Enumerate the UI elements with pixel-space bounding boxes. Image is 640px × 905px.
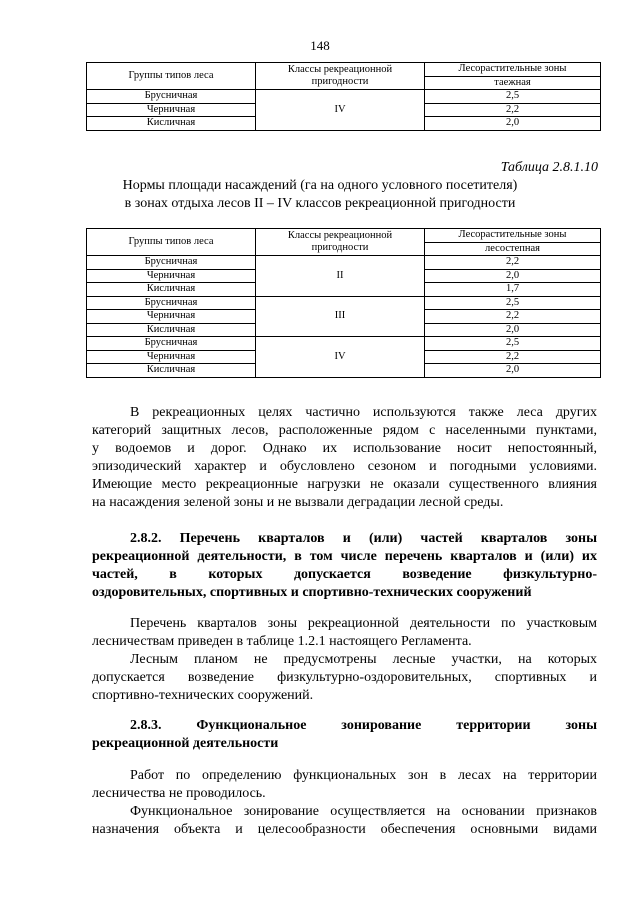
header-zone: таежная [425, 76, 601, 90]
text-line: назначения объекта и целесообразности обеспечения основными видами [92, 822, 597, 837]
header-group: Группы типов леса [87, 63, 256, 90]
cell-group: Брусничная [87, 256, 256, 270]
heading-line: 2.8.2. Перечень кварталов и (или) частей кварталов зоны [130, 531, 597, 546]
table-title [0, 177, 640, 213]
cell-value: 2,0 [425, 323, 601, 337]
cell-value: 2,2 [425, 103, 601, 117]
table-title-line: в зонах отдыха лесов II – IV классов рекреационной пригодности [124, 196, 516, 211]
cell-class: IV [256, 337, 425, 378]
paragraph-functional-zones [92, 767, 597, 803]
text-line: категорий защитных лесов, расположенные рядом с населенными пунктами, [92, 423, 597, 438]
cell-group: Брусничная [87, 90, 256, 104]
cell-group: Черничная [87, 350, 256, 364]
table-caption: Таблица 2.8.1.10 [500, 160, 598, 175]
text-line: Функциональное зонирование осуществляется на основании признаков [130, 804, 597, 819]
cell-value: 1,7 [425, 283, 601, 297]
cell-value: 2,0 [425, 364, 601, 378]
cell-value: 2,2 [425, 310, 601, 324]
text-line: В рекреационных целях частично используются также леса других [130, 405, 597, 420]
heading-line: рекреационной деятельности [92, 736, 279, 751]
cell-group: Черничная [87, 310, 256, 324]
header-class: Классы рекреационной пригодности [256, 229, 425, 256]
paragraph-quarters-list [92, 615, 597, 651]
header-zones: Лесорастительные зоны [425, 63, 601, 77]
heading-2-8-3 [92, 717, 597, 753]
text-line: лесничествам приведен в таблице 1.2.1 настоящего Регламента. [92, 634, 472, 649]
page-number: 148 [310, 38, 330, 53]
text-line: спортивно-технических сооружений. [92, 688, 314, 703]
cell-value: 2,2 [425, 256, 601, 270]
header-class: Классы рекреационной пригодности [256, 63, 425, 90]
header-zone: лесостепная [425, 242, 601, 256]
table-title-line: Нормы площади насаждений (га на одного условного посетителя) [122, 178, 518, 193]
text-line: Перечень кварталов зоны рекреационной деятельности по участковым [130, 616, 597, 631]
cell-value: 2,5 [425, 337, 601, 351]
cell-class: II [256, 256, 425, 297]
cell-value: 2,0 [425, 117, 601, 131]
cell-group: Кисличная [87, 117, 256, 131]
text-line: Лесным планом не предусмотрены лесные участки, на которых [130, 652, 597, 667]
header-zones: Лесорастительные зоны [425, 229, 601, 243]
cell-value: 2,0 [425, 269, 601, 283]
paragraph-forest-plan [92, 651, 597, 705]
header-group: Группы типов леса [87, 229, 256, 256]
text-line: допускается возведение физкультурно-оздоровительных, спортивных и [92, 670, 597, 685]
cell-value: 2,5 [425, 296, 601, 310]
cell-group: Кисличная [87, 283, 256, 297]
cell-group: Брусничная [87, 337, 256, 351]
paragraph-zoning-basis [92, 803, 597, 839]
heading-line: оздоровительных, спортивных и спортивно-технических сооружений [92, 585, 532, 600]
cell-group: Брусничная [87, 296, 256, 310]
text-line: Имеющие место рекреационные нагрузки не оказали существенного влияния [92, 477, 597, 492]
cell-group: Черничная [87, 103, 256, 117]
cell-value: 2,2 [425, 350, 601, 364]
cell-class: IV [256, 90, 425, 131]
forest-norms-table-taiga [86, 62, 601, 131]
text-line: у водоемов и дорог. Однако их использование носит непостоянный, [92, 441, 597, 456]
text-line: эпизодический характер и обусловлено сезоном и погодными условиями. [92, 459, 597, 474]
text-line: Работ по определению функциональных зон в лесах на территории [130, 768, 597, 783]
cell-value: 2,5 [425, 90, 601, 104]
paragraph-recreation [92, 404, 597, 512]
text-line: лесничества не проводилось. [92, 786, 266, 801]
cell-group: Кисличная [87, 323, 256, 337]
heading-2-8-2 [92, 530, 597, 602]
cell-group: Кисличная [87, 364, 256, 378]
heading-line: 2.8.3. Функциональное зонирование территории зоны [130, 718, 597, 733]
heading-line: рекреационной деятельности, в том числе перечень кварталов и (или) их [92, 549, 597, 564]
forest-norms-table-steppe [86, 228, 601, 378]
text-line: на насаждения зеленой зоны и не вызвали деградации лесной среды. [92, 495, 504, 510]
cell-class: III [256, 296, 425, 337]
heading-line: частей, в которых допускается возведение физкультурно- [92, 567, 597, 582]
cell-group: Черничная [87, 269, 256, 283]
